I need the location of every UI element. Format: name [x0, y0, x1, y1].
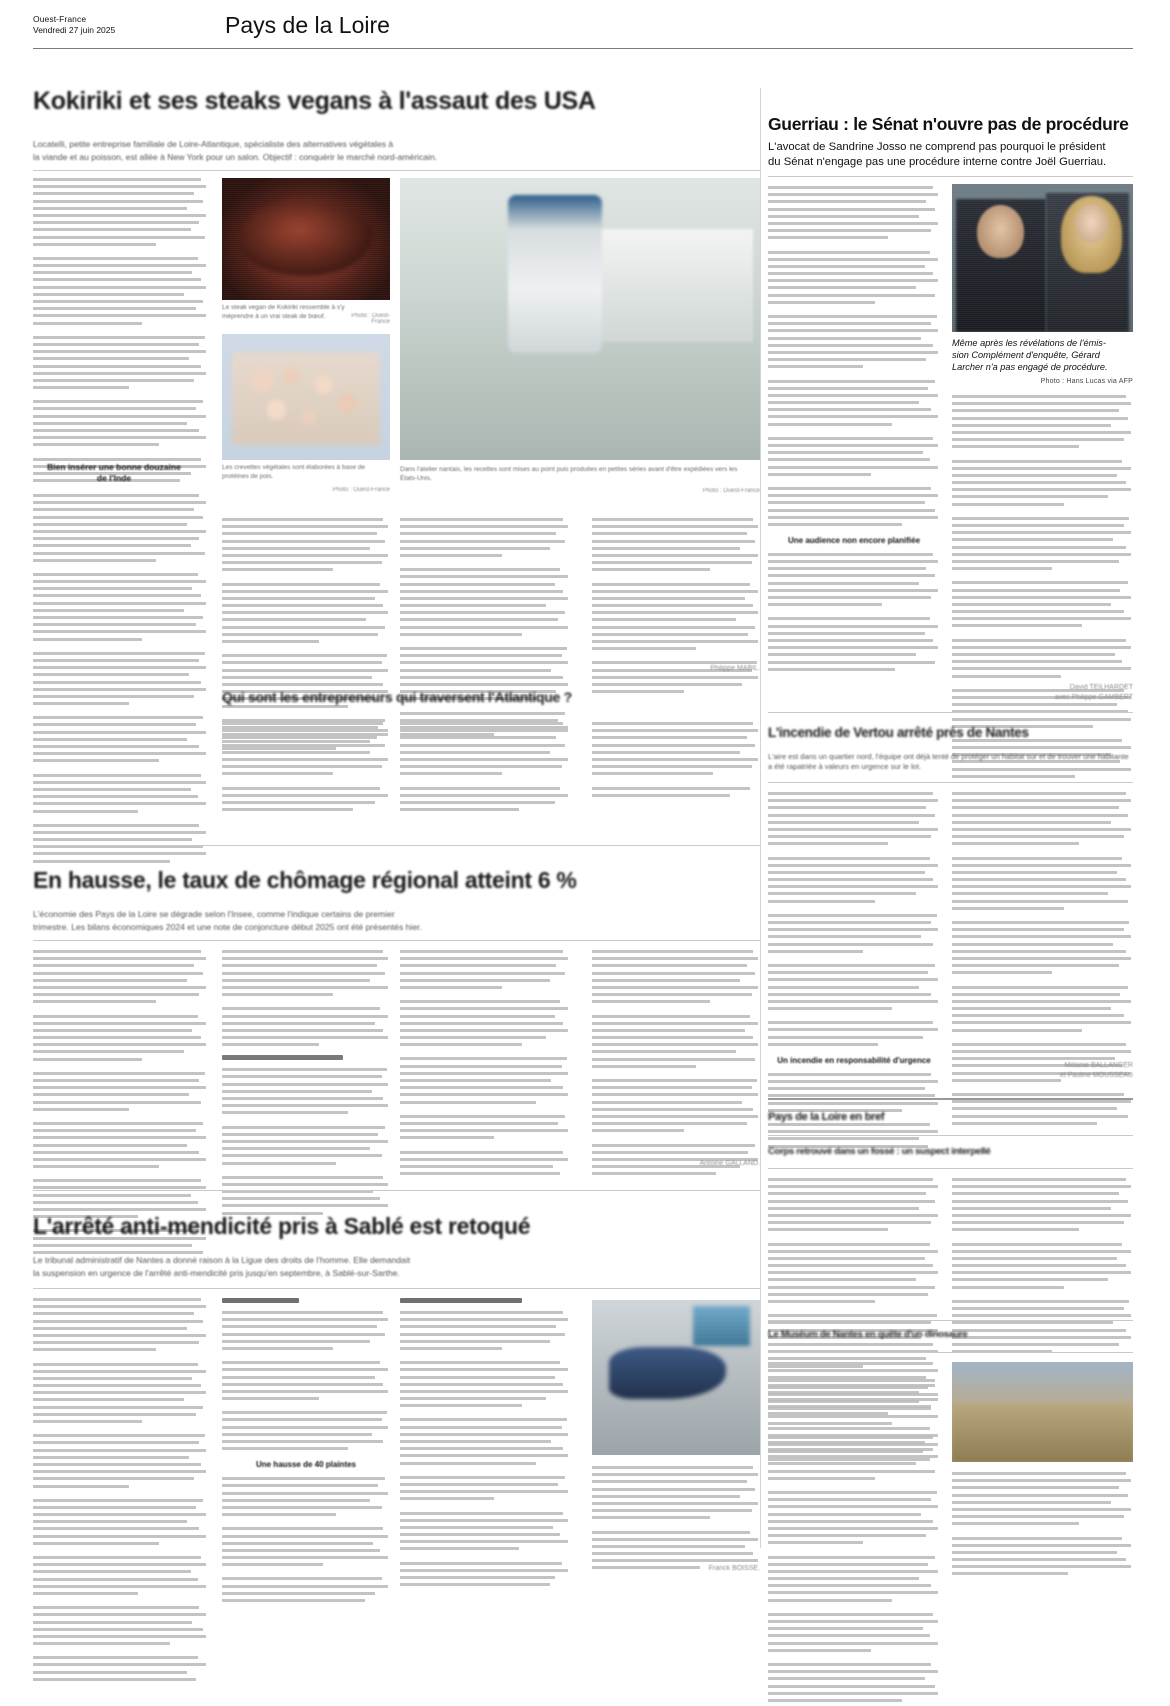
- breve-1-headline: Corps retrouvé dans un fossé : un suspect interpellé: [768, 1146, 991, 1157]
- breve-2-headline: Le Muséum de Nantes en quête d'un dinosaure: [768, 1329, 968, 1340]
- sable-headline: L'arrêté anti-mendicité pris à Sablé est retoqué: [33, 1213, 531, 1239]
- sable-column-2: [222, 1298, 390, 1606]
- sable-standfirst-line1: Le tribunal administratif de Nantes a donné raison à la Ligue des droits de l'homme. Elle demandait: [33, 1255, 411, 1265]
- page-title: Pays de la Loire: [225, 12, 390, 38]
- lead-byline: Philippe MABIL.: [710, 665, 760, 672]
- sable-column-1: [33, 1298, 208, 1685]
- lead-column-1: [33, 178, 208, 486]
- incendie-byline: Mélanie BALLANGER: [1064, 1062, 1133, 1069]
- lead-bottom-rule: [33, 845, 760, 846]
- photo-guerriau-caption-3: Larcher n'a pas engagé de procédure.: [952, 362, 1108, 372]
- chomage-bottom-rule: [33, 1190, 760, 1191]
- breve-2-column-1: [768, 1362, 940, 1706]
- guerriau-headline: Guerriau : le Sénat n'ouvre pas de procédure: [768, 114, 1129, 134]
- sable-byline: Franck BOISSE.: [708, 1565, 760, 1572]
- photo-atelier-nantais: [400, 178, 760, 460]
- photo-vegan-steak-credit: Photo : Ouest-France: [351, 313, 390, 325]
- lead-column-3: [400, 518, 570, 740]
- guerriau-column-1: [768, 186, 940, 675]
- lead-column-2: [222, 518, 390, 755]
- breves-rule-3: [768, 1320, 1133, 1321]
- incendie-rule: [768, 782, 1133, 783]
- breves-rule-2: [768, 1168, 1133, 1169]
- incendie-standfirst: L'aire est dans un quartier nord, l'équipe ont déjà tenté de protéger un habitat sur et de trouver une habitante a été rapatriée à valeurs en urgence sur le lot.: [768, 752, 1129, 771]
- photo-vegan-shrimp: [222, 334, 390, 460]
- lead-headline: Kokiriki et ses steaks vegans à l'assaut des USA: [33, 87, 596, 115]
- sable-standfirst-line2: la suspension en urgence de l'arrêté anti-mendicité pris jusqu'en septembre, à Sablé-sur-Sarthe.: [33, 1268, 400, 1278]
- sable-column-3: [400, 1298, 570, 1590]
- lead-subarticle-col-3: [592, 722, 760, 801]
- chomage-standfirst-line1: L'économie des Pays de la Loire se dégrade selon l'Insee, comme l'indique certains de premier: [33, 909, 395, 919]
- guerriau-subhead: Une audience non encore planifiée: [787, 535, 921, 545]
- breve-2-column-2: [952, 1472, 1133, 1580]
- photo-atelier-caption: Dans l'atelier nantais, les recettes sont mises au point puis produites en petites séries avant d'être expédiées vers les États-Unis.: [400, 466, 738, 482]
- guerriau-rule: [768, 176, 1133, 177]
- photo-sable-controle: [592, 1300, 760, 1455]
- photo-atelier-credit: Photo : Ouest-France: [702, 488, 760, 494]
- lead-subarticle-col-1: [222, 722, 390, 815]
- sable-column-4: [592, 1466, 760, 1574]
- photo-guerriau-caption-1: Même après les révélations de l'émis-: [952, 338, 1106, 348]
- breves-rule-4: [768, 1352, 1133, 1353]
- photo-vegan-steak: [222, 178, 390, 300]
- guerriau-bottom-rule: [768, 712, 1133, 713]
- lead-column-1b: [33, 494, 208, 867]
- chomage-column-4: [592, 950, 760, 1179]
- lead-standfirst-line1: Locatelli, petite entreprise familiale de Loire-Atlantique, spécialiste des alternatives végétales à: [33, 139, 394, 149]
- guerriau-byline-2: avec Philippe GAMBERT: [1054, 694, 1133, 701]
- guerriau-standfirst-line2: du Sénat n'engage pas une procédure interne contre Joël Guerriau.: [768, 156, 1107, 168]
- publication-name: Ouest-France: [33, 14, 87, 24]
- photo-vegan-shrimp-caption: Les crevettes végétales sont élaborées à base de protéines de pois.: [222, 464, 366, 480]
- lead-subhead: Bien insérer une bonne douzaine de l'Inde: [47, 462, 181, 483]
- lead-standfirst-line2: la viande et au poisson, est allée à New York pour un salon. Objectif : conquérir le marché nord-américain.: [33, 152, 438, 162]
- photo-dinosaure-fouille: [952, 1362, 1133, 1462]
- guerriau-byline: David TEILHARDET: [1069, 684, 1133, 691]
- photo-guerriau-larcher: [952, 184, 1133, 332]
- breves-section-title: Pays de la Loire en bref: [768, 1111, 885, 1123]
- incendie-headline: L'incendie de Vertou arrêté près de Nantes: [768, 725, 1029, 740]
- lead-subarticle-headline: Qui sont les entrepreneurs qui traversent l'Atlantique ?: [222, 689, 572, 705]
- photo-guerriau-caption-2: sion Complément d'enquête, Gérard: [952, 350, 1100, 360]
- incendie-subhead: Un incendie en responsabilité d'urgence: [777, 1055, 931, 1065]
- sable-rule: [33, 1288, 760, 1289]
- chomage-standfirst-line2: trimestre. Les bilans économiques 2024 et une note de conjoncture début 2025 ont été présentés hier.: [33, 922, 422, 932]
- lead-rule: [33, 170, 760, 171]
- masthead: [33, 14, 1133, 50]
- chomage-rule: [33, 940, 760, 941]
- photo-vegan-shrimp-credit: Photo : Ouest-France: [332, 487, 390, 493]
- sable-subhead: Une hausse de 40 plaintes: [255, 1460, 357, 1470]
- guerriau-standfirst-line1: L'avocat de Sandrine Josso ne comprend pas pourquoi le président: [768, 141, 1106, 153]
- column-divider-right: [760, 88, 761, 1548]
- chomage-column-2: [222, 950, 390, 1219]
- publication-date: Vendredi 27 juin 2025: [33, 25, 116, 35]
- masthead-divider: [33, 48, 1133, 49]
- breves-top-rule: [768, 1098, 1133, 1100]
- breves-rule-1: [768, 1135, 1133, 1136]
- chomage-byline: Antoine GALLAND.: [699, 1160, 760, 1167]
- photo-vegan-steak-caption: Le steak vegan de Kokiriki ressemble à s'y méprendre à un vrai steak de bœuf.: [222, 304, 345, 320]
- lead-subarticle-col-2: [400, 722, 570, 815]
- chomage-headline: En hausse, le taux de chômage régional atteint 6 %: [33, 867, 577, 893]
- chomage-column-3: [400, 950, 570, 1179]
- incendie-byline-2: et Pauline MOUSSEAU: [1059, 1072, 1133, 1079]
- photo-guerriau-credit: Photo : Hans Lucas via AFP: [1040, 378, 1133, 385]
